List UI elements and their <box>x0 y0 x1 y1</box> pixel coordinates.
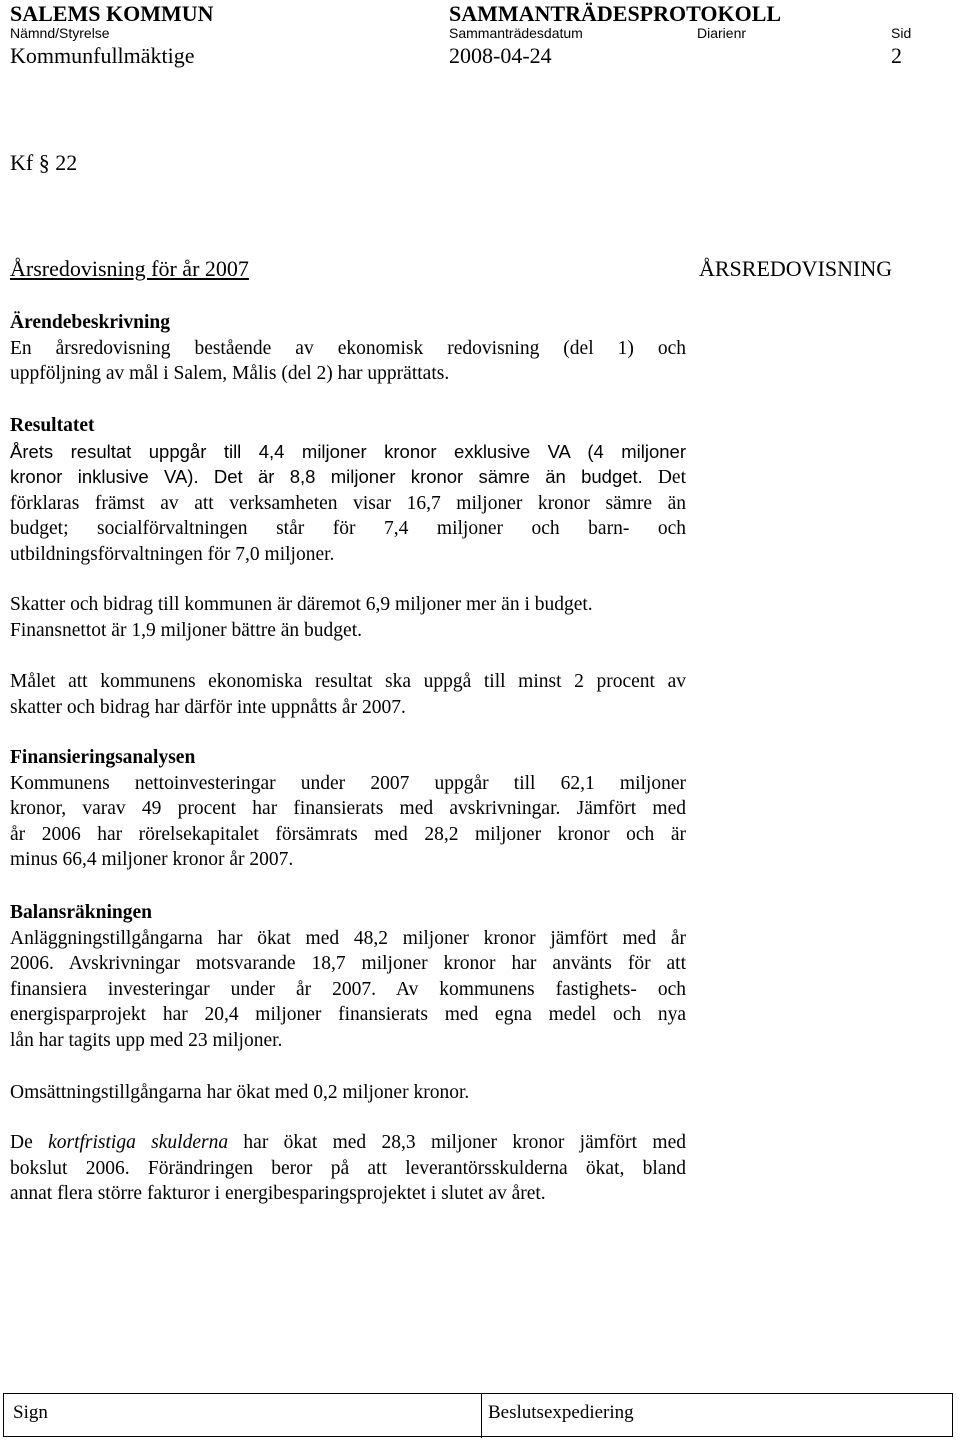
section-ref: Kf § 22 <box>10 150 78 175</box>
resultatet-line-3: förklaras främst av att verksamheten visar 16,7 miljoner kronor sämre än <box>10 492 686 514</box>
resultatet-line-4: budget; socialförvaltningen står för 7,4 miljoner och barn- och <box>10 518 686 539</box>
skulder-line-2: bokslut 2006. Förändringen beror på att leverantörsskulderna ökat, bland <box>10 1157 686 1179</box>
label-date: Sammanträdesdatum <box>449 25 583 41</box>
heading-balans: Balansräkningen <box>10 902 152 923</box>
value-date: 2008-04-24 <box>449 43 552 68</box>
resultatet-line-1: Årets resultat uppgår till 4,4 miljoner kronor exklusive VA (4 miljoner <box>10 440 686 462</box>
balans-line-3: finansiera investeringar under år 2007. Av kommunens fastighets- och <box>10 978 686 1000</box>
label-reg: Diarienr <box>697 25 747 41</box>
section-skatter <box>10 592 686 643</box>
resultatet-line-2b: Det <box>642 467 686 488</box>
arende-line-2: uppföljning av mål i Salem, Målis (del 2) har upprättats. <box>10 363 450 384</box>
expedition-label: Beslutsexpediering <box>488 1402 634 1423</box>
section-skulder <box>10 1130 686 1207</box>
org-name: SALEMS KOMMUN <box>10 1 214 26</box>
resultatet-line-5: utbildningsförvaltningen för 7,0 miljoner. <box>10 543 335 565</box>
finansiering-line-1: Kommunens nettoinvesteringar under 2007 uppgår till 62,1 miljoner <box>10 772 686 794</box>
skatter-line-2: Finansnettot är 1,9 miljoner bättre än budget. <box>10 619 362 641</box>
malet-line-1: Målet att kommunens ekonomiska resultat ska uppgå till minst 2 procent av <box>10 671 686 692</box>
sign-label: Sign <box>13 1402 48 1423</box>
balans-line-4: energisparprojekt har 20,4 miljoner finansierats med egna medel och nya <box>10 1004 686 1025</box>
skulder-line-3: annat flera större fakturor i energibesparingsprojektet i slutet av året. <box>10 1183 546 1204</box>
malet-line-2: skatter och bidrag har därför inte uppnåtts år 2007. <box>10 696 406 718</box>
value-page: 2 <box>891 43 902 68</box>
doc-type: SAMMANTRÄDESPROTOKOLL <box>449 1 782 26</box>
omsattning-line-1: Omsättningstillgångarna har ökat med 0,2 miljoner kronor. <box>10 1082 470 1103</box>
skulder-prefix: De <box>10 1132 49 1153</box>
section-resultatet <box>10 413 686 567</box>
signature-box <box>3 1393 953 1437</box>
label-page: Sid <box>891 25 912 41</box>
value-body: Kommunfullmäktige <box>10 43 195 68</box>
finansiering-line-2: kronor, varav 49 procent har finansierats med avskrivningar. Jämfört med <box>10 798 686 819</box>
balans-line-2: 2006. Avskrivningar motsvarande 18,7 miljoner kronor har använts för att <box>10 953 686 974</box>
finansiering-line-3: år 2006 har rörelsekapitalet försämrats med 28,2 miljoner kronor och är <box>10 823 686 845</box>
heading-finansiering: Finansieringsanalysen <box>10 747 196 768</box>
skulder-emphasis: kortfristiga skulderna <box>48 1132 229 1153</box>
section-arende <box>10 310 686 387</box>
resultatet-line-2a: kronor inklusive VA). Det är 8,8 miljoner kronor sämre än budget. <box>10 466 643 487</box>
skulder-suffix: har ökat med 28,3 miljoner kronor jämfört med <box>228 1132 686 1153</box>
heading-arende: Ärendebeskrivning <box>10 312 170 333</box>
section-omsattning <box>10 1080 686 1106</box>
balans-line-5: lån har tagits upp med 23 miljoner. <box>10 1029 283 1051</box>
label-body: Nämnd/Styrelse <box>10 25 110 41</box>
skatter-line-1: Skatter och bidrag till kommunen är däremot 6,9 miljoner mer än i budget. <box>10 594 593 615</box>
heading-resultatet: Resultatet <box>10 415 95 436</box>
balans-line-1: Anläggningstillgångarna har ökat med 48,2 miljoner kronor jämfört med år <box>10 927 686 949</box>
section-balans <box>10 900 686 1053</box>
signature-divider <box>481 1394 482 1438</box>
section-finansiering <box>10 745 686 873</box>
document-tag: ÅRSREDOVISNING <box>699 256 893 281</box>
finansiering-line-4: minus 66,4 miljoner kronor år 2007. <box>10 849 294 870</box>
document-title: Årsredovisning för år 2007 <box>10 256 249 281</box>
arende-line-1: En årsredovisning bestående av ekonomisk redovisning (del 1) och <box>10 337 686 359</box>
section-malet <box>10 669 686 720</box>
